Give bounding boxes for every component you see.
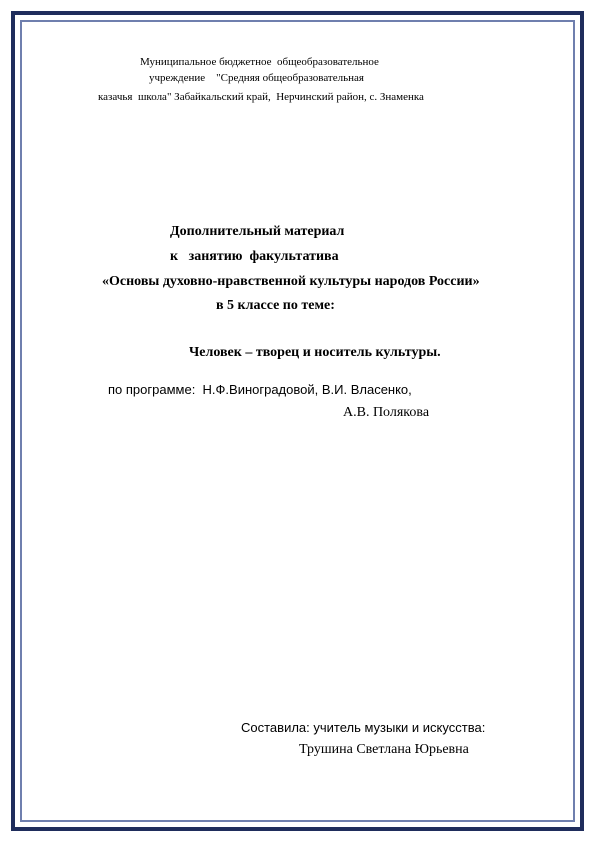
- author-line-1: Составила: учитель музыки и искусства:: [241, 720, 486, 735]
- title-line-4: в 5 классе по теме:: [216, 298, 335, 313]
- institution-line-1: Муниципальное бюджетное общеобразовательное: [140, 56, 379, 68]
- author-name: Трушина Светлана Юрьевна: [299, 742, 469, 757]
- institution-line-3: казачья школа" Забайкальский край, Нерчинский район, с. Знаменка: [98, 91, 424, 103]
- page-border-inner: [20, 20, 575, 822]
- title-line-2: к занятию факультатива: [170, 249, 339, 264]
- program-line-2: А.В. Полякова: [343, 405, 430, 420]
- title-line-3: «Основы духовно-нравственной культуры народов России»: [102, 274, 480, 289]
- institution-line-2: учреждение "Средняя общеобразовательная: [149, 72, 364, 84]
- topic-title: Человек – творец и носитель культуры.: [189, 345, 441, 360]
- title-line-1: Дополнительный материал: [170, 224, 345, 239]
- program-line-1: по программе: Н.Ф.Виноградовой, В.И. Власенко,: [108, 382, 412, 397]
